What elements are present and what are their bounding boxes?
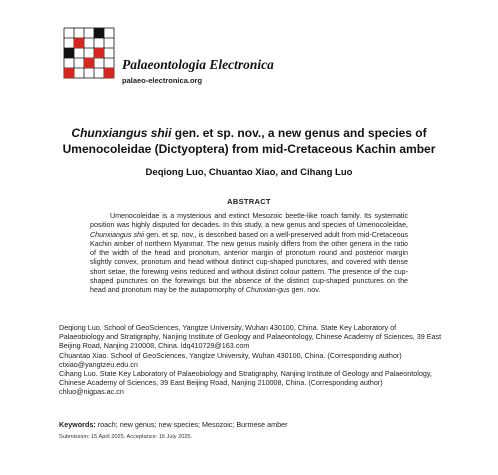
- abstract-text-1: Umenocoleidae is a mysterious and extinct Mesozoic beetle-like roach family. Its systematic position was highly disputed for decades. In this study, a new genus and species of Umenocoleidae,: [90, 212, 408, 230]
- abstract-heading: ABSTRACT: [227, 197, 271, 206]
- journal-logo-icon: [62, 26, 118, 82]
- abstract-taxon: Chunxiangus shii: [90, 230, 145, 239]
- journal-name: Palaeontologia Electronica: [122, 57, 274, 72]
- abstract-paragraph: [90, 212, 408, 296]
- keywords-text: roach; new genus; new species; Mesozoic; Burmese amber: [95, 420, 288, 429]
- abstract-text-3: gen. nov.: [289, 286, 321, 295]
- abstract-genus: Chunxian-gus: [245, 286, 290, 295]
- affiliation-luo-cihang: Cihang Luo. State Key Laboratory of Palaeobiology and Stratigraphy, Nanjing Institute of Geology and Palaeontology, Chinese Academy of Sciences, 39 East Beijing Road, Nanjing 210008, China. (Corresponding author) chluo@nigpas.ac.cn: [59, 369, 432, 397]
- author-list: Deqiong Luo, Chuantao Xiao, and Cihang Luo: [145, 167, 353, 178]
- affiliations: [59, 323, 443, 397]
- abstract-text-2: gen. et sp. nov., is described based on a well-preserved adult from mid-Cretaceous Kachin amber of northern Myanmar. The new genus mainly differs from the other genera in the ratio of the width of the head and pronotum, anterior margin of pronotum round and posterior margin slightly convex, pronotum and head without distinct cup-shaped punctures, and covered with dense short setae, the forewing veins reduced and without distinct colour pattern. The presence of the cup-shaped punctures on the forewings but the absence of the distinct cup-shaped punctures on the head and pronotum may be the autapomorphy of: [90, 230, 409, 295]
- journal-url[interactable]: palaeo-electronica.org: [122, 76, 203, 85]
- abstract-body: [90, 212, 408, 296]
- title-line2: Umenocoleidae (Dictyoptera) from mid-Cretaceous Kachin amber: [62, 142, 436, 156]
- title-rest-line1: gen. et sp. nov., a new genus and species of: [171, 126, 427, 140]
- submission-dates: Submission: 15 April 2025. Acceptance: 15 July 2025.: [59, 434, 193, 440]
- affiliation-luo-deqiong: Deqiong Luo. School of GeoSciences, Yangtze University, Wuhan 430100, China. State Key Laboratory of Palaeobiology and Stratigraphy, Nanjing Institute of Geology and Palaeontology, Chinese Academy of Sciences, 39 East Beijing Road, Nanjing 210008, China. ldq410729@163.com: [59, 323, 442, 351]
- title-taxon: Chunxiangus shii: [71, 126, 172, 140]
- keywords-label: Keywords:: [59, 420, 96, 429]
- affiliation-xiao: Chuantao Xiao. School of GeoSciences, Yangtze University, Wuhan 430100, China. (Corresponding author) ctxiao@yangtzeu.edu.cn: [59, 350, 402, 369]
- keywords: [59, 420, 443, 429]
- article-title: [40, 125, 458, 157]
